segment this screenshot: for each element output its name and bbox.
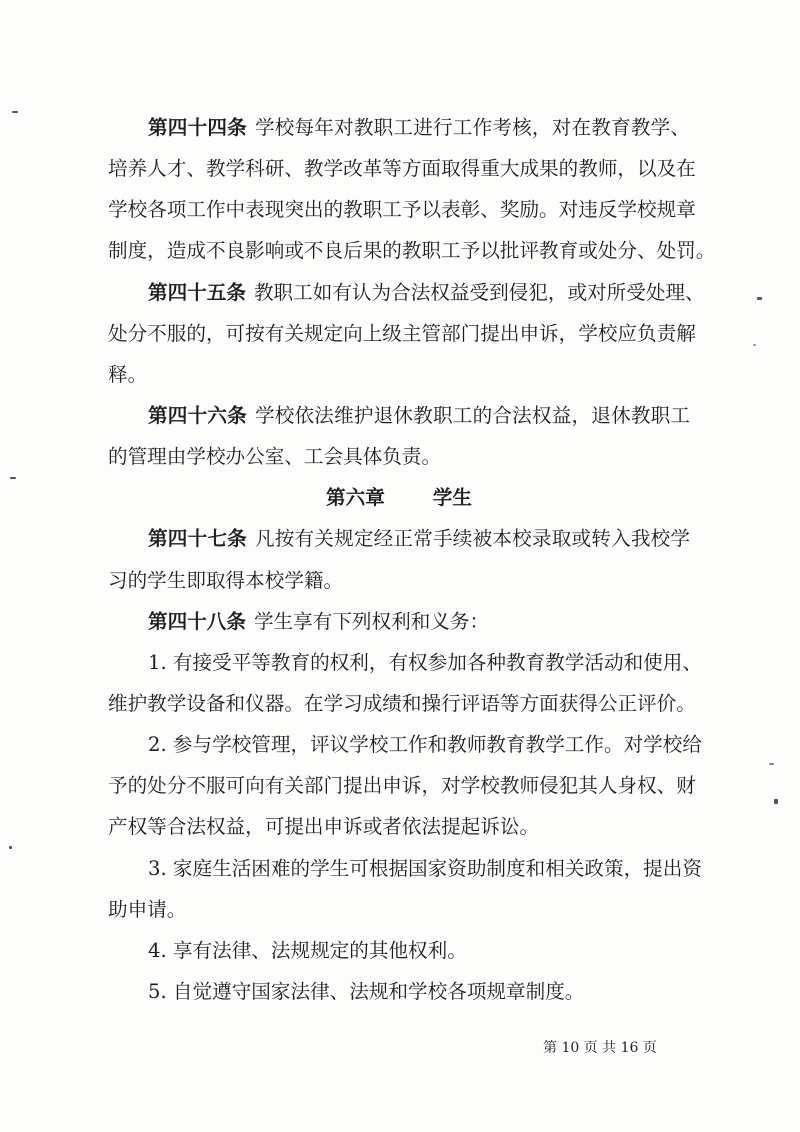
article-46 [108,395,690,477]
article-number: 第四十八条 [148,609,246,633]
scan-speck [757,297,762,300]
text-line [108,107,690,148]
article-number: 第四十七条 [148,527,247,551]
scan-speck [769,763,774,765]
scan-speck [12,111,18,113]
document-body [108,107,716,1012]
article-number: 第四十四条 [148,116,247,139]
article-45 [108,272,705,395]
chapter-heading [108,477,690,518]
scan-speck [9,846,12,849]
text-line: 3. 家庭生活困难的学生可根据国家资助制度和相关政策，提出资 [148,856,702,880]
chapter-title: 学生 [432,486,472,510]
article-number: 第四十五条 [148,280,246,304]
text-line: 学校各项工作中表现突出的教职工予以表彰、奖励。对违反学校规章 [108,198,696,222]
text-line: 习的学生即取得本校学籍。 [108,568,344,592]
scan-speck [753,344,756,346]
article-47 [108,518,690,600]
chapter-number: 第六章 [326,486,385,510]
list-item [108,930,690,971]
text-line [108,518,690,559]
article-text: 学校依法维护退休教职工的合法权益，退休教职工 [254,403,691,427]
text-line: 培养人才、教学科研、教学改革等方面取得重大成果的教师，以及在 [108,157,696,181]
text-line: 的管理由学校办公室、工会具体负责。 [108,445,442,469]
scan-speck [10,477,16,479]
list-item [108,971,690,1012]
scan-speck [774,799,778,804]
article-text: 学校每年对教职工进行工作考核，对在教育教学、 [254,116,691,139]
text-line: 处分不服的，可按有关规定向上级主管部门提出申诉，学校应负责解 [108,321,696,345]
text-line: 2. 参与学校管理，评议学校工作和教师教育教学工作。对学校给 [148,733,702,757]
page-number: 第 10 页 共 16 页 [543,1040,657,1056]
text-line [108,272,705,313]
text-line: 制度，造成不良影响或不良后果的教职工予以批评教育或处分、处罚。 [108,239,716,263]
list-item [108,642,702,724]
text-line: 产权等合法权益，可提出申诉或者依法提起诉讼。 [108,815,540,839]
text-line: 4. 享有法律、法规规定的其他权利。 [148,938,467,962]
list-item [108,848,702,930]
text-line: 予的处分不服可向有关部门提出申诉，对学校教师侵犯其人身权、财 [108,774,696,798]
text-line [108,395,690,436]
article-text: 学生享有下列权利和义务： [253,609,490,633]
article-44 [108,107,716,272]
text-line: 助申请。 [108,897,187,921]
article-text: 凡按有关规定经正常手续被本校录取或转入我校学 [254,527,691,551]
article-text: 教职工如有认为合法权益受到侵犯，或对所受处理、 [253,280,705,304]
list-item [108,724,702,847]
article-number: 第四十六条 [148,403,247,427]
text-line: 5. 自觉遵守国家法律、法规和学校各项规章制度。 [148,979,585,1003]
text-line [108,601,690,642]
article-48 [108,601,702,1012]
text-line: 1. 有接受平等教育的权利，有权参加各种教育教学活动和使用、 [148,650,702,674]
text-line: 维护教学设备和仪器。在学习成绩和操行评语等方面获得公正评价。 [108,691,696,715]
text-line: 释。 [108,362,148,386]
